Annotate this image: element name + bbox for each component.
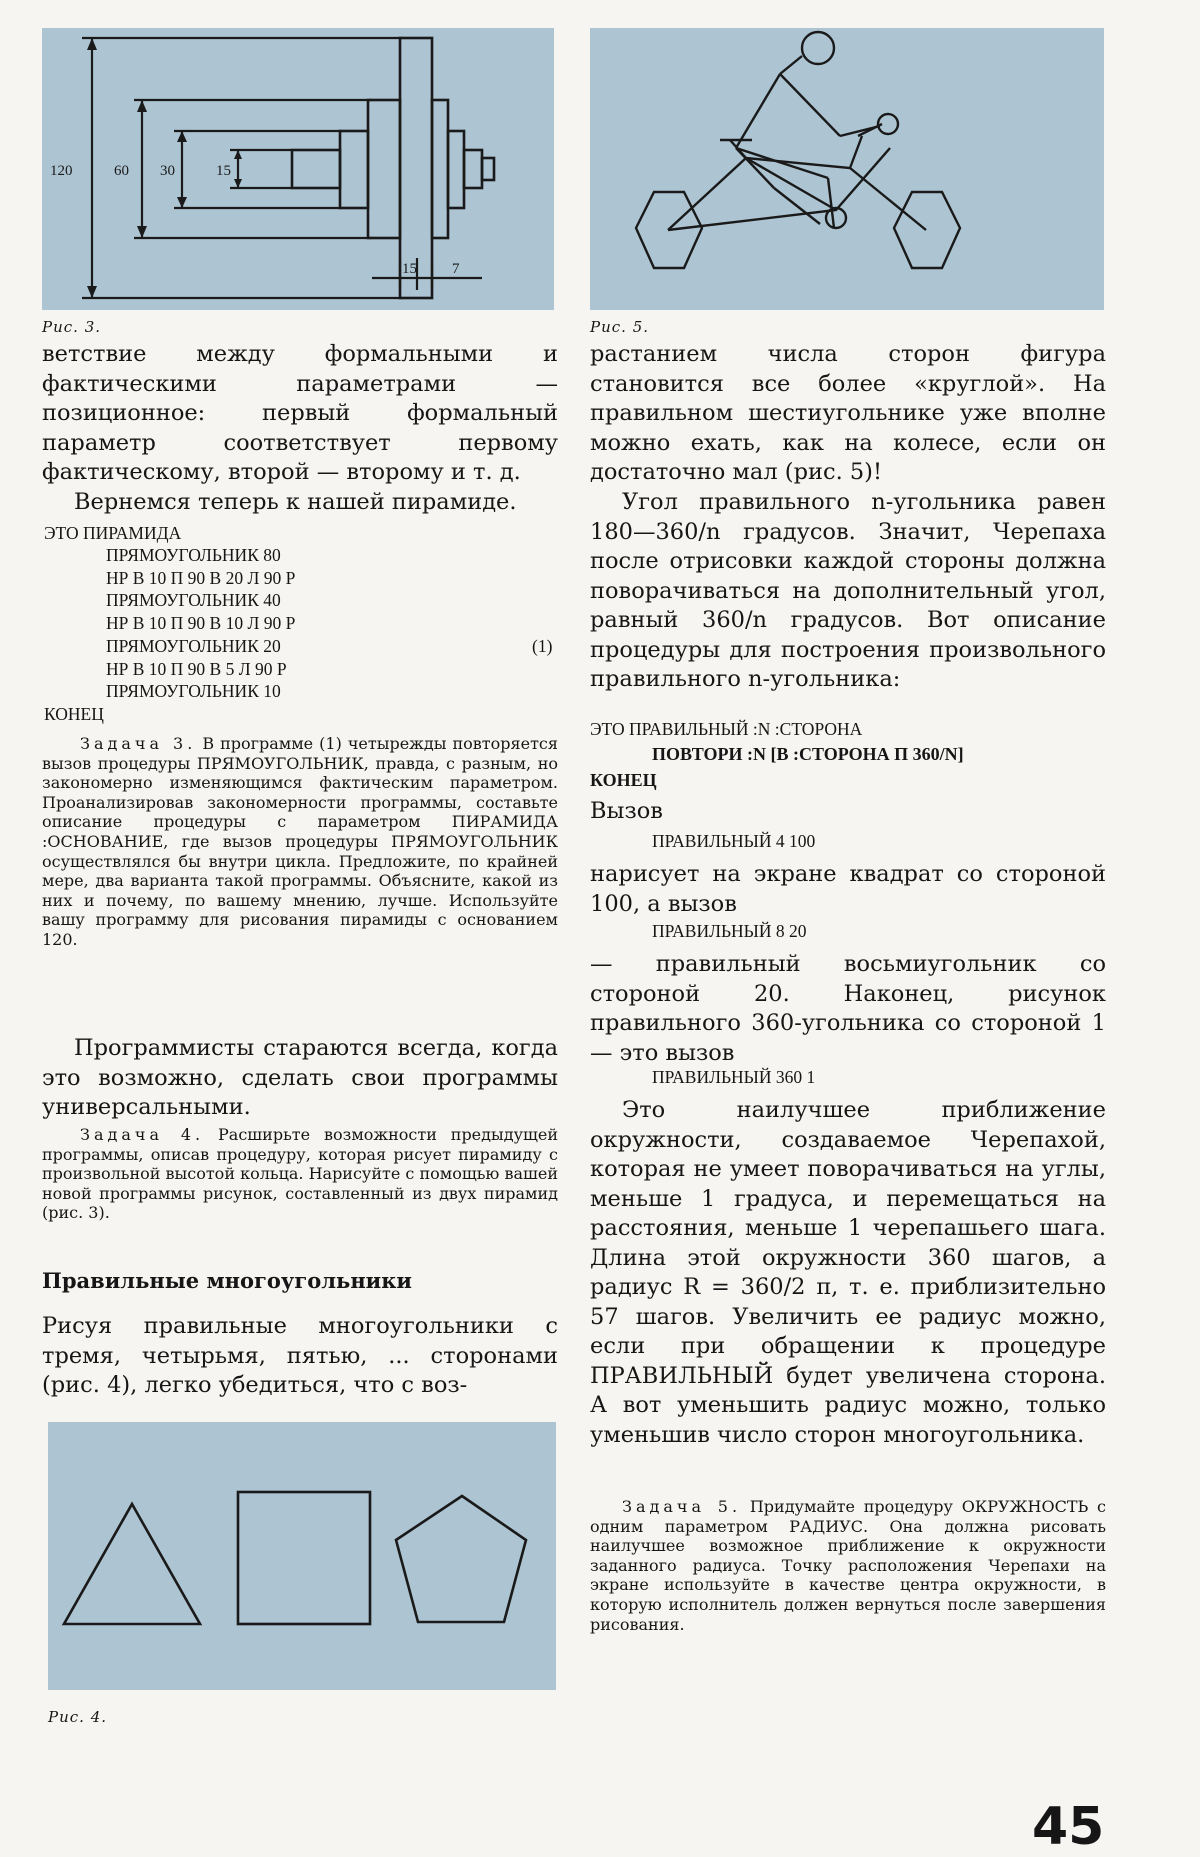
- dim-15b: 15: [402, 261, 417, 277]
- task-5-label: Задача 5.: [622, 1497, 742, 1516]
- figure-5-bicycle: [590, 28, 1104, 310]
- figure-5-caption: Рис. 5.: [590, 318, 650, 336]
- dim-30: 30: [160, 163, 175, 179]
- call-3: ПРАВИЛЬНЫЙ 360 1: [652, 1067, 816, 1087]
- task-5-text: Придумайте процедуру ОКРУЖНОСТЬ с одним параметром РАДИУС. Она должна рисовать наилучшее возможное приближение к окружности заданного радиуса. Точку расположения Черепахи на экране используйте в качестве центра окружности, в которую исполнитель должен вернуться после завершения рисования.: [590, 1497, 1106, 1634]
- rider-head: [802, 32, 834, 64]
- code-line: КОНЕЦ: [590, 770, 657, 790]
- paragraph-right-3: нарисует на экране квадрат со стороной 100, а вызов: [590, 861, 1106, 917]
- figure-3-drawing: [42, 28, 554, 310]
- code-line: ЭТО ПИРАМИДА: [44, 523, 182, 543]
- figure-5: [590, 28, 1104, 310]
- code-line: НР В 10 П 90 В 5 Л 90 Р: [106, 659, 287, 679]
- section-heading: Правильные многоугольники: [42, 1268, 413, 1293]
- paragraph-right-2: Угол правильного n-угольника равен 180—360/n градусов. Значит, Черепаха после отрисовки каждой стороны должна поворачиваться на дополнительный угол, равный 360/n градусов. Вот описание процедуры для построения произвольного правильного n-угольника:: [590, 489, 1106, 692]
- task-4-text: Расширьте возможности предыдущей программы, описав процедуру, которая рисует пирамиду с произвольной высотой кольца. Нарисуйте с помощью вашей новой программы рисунок, составленный из двух пирамид (рис. 3).: [42, 1125, 559, 1223]
- paragraph-right-5: Это наилучшее приближение окружности, создаваемое Черепахой, которая не умеет поворачиваться на углы, меньше 1 градуса, и перемещаться на расстояния, меньше 1 черепашьего шага. Длина этой окружности 360 шагов, а радиус R = 360/2 π, т. е. приблизительно 57 шагов. Увеличить ее радиус можно, если при обращении к процедуре ПРАВИЛЬНЫЙ будет увеличена сторона. А вот уменьшить радиус можно, только уменьшив число сторон многоугольника.: [590, 1097, 1106, 1448]
- figure-3-caption: Рис. 3.: [42, 318, 102, 336]
- task-3-text: В программе (1) четырежды повторяется вызов процедуры ПРЯМОУГОЛЬНИК, правда, с разным, но закономерно изменяющимся фактическим параметром. Проанализировав закономерности программы, составьте описание процедуры с параметром ПИРАМИДА :ОСНОВАНИЕ, где вызов процедуры ПРЯМОУГОЛЬНИК осуществлялся бы внутри цикла. Предложите, по крайней мере, два варианта такой программы. Объясните, какой из них и почему, по вашему мнению, лучше. Используйте вашу программу для рисования пирамиды с основанием 120.: [42, 734, 558, 949]
- figure-4-caption: Рис. 4.: [48, 1708, 108, 1726]
- code-line: ПРЯМОУГОЛЬНИК 10: [106, 681, 281, 701]
- code-line: ПРЯМОУГОЛЬНИК 20: [106, 636, 281, 656]
- figure-4: [48, 1422, 556, 1690]
- code-line: КОНЕЦ: [44, 704, 104, 724]
- code-line: НР В 10 П 90 В 20 Л 90 Р: [106, 568, 296, 588]
- paragraph-right-4: — правильный восьмиугольник со стороной 20. Наконец, рисунок правильного 360-угольника со стороной 1 — это вызов: [590, 951, 1106, 1066]
- square-shape: [238, 1492, 370, 1624]
- call-2: ПРАВИЛЬНЫЙ 8 20: [652, 921, 807, 941]
- task-3-label: Задача 3.: [80, 734, 197, 753]
- page-number: 45: [1032, 1797, 1105, 1857]
- paragraph-right-1: растанием числа сторон фигура становится все более «круглой». На правильном шестиугольнике уже вполне можно ехать, как на колесе, если он достаточно мал (рис. 5)!: [590, 341, 1106, 485]
- paragraph-left-1: ветствие между формальными и фактическими параметрами — позиционное: первый формальный параметр соответствует первому фактическому, второй — второму и т. д.: [42, 341, 558, 485]
- code-line: ПОВТОРИ :N [В :СТОРОНА П 360/N]: [652, 744, 964, 764]
- code-line: ПРЯМОУГОЛЬНИК 80: [106, 545, 281, 565]
- pentagon-shape: [396, 1496, 526, 1622]
- dim-60: 60: [114, 163, 129, 179]
- front-wheel-hexagon: [894, 192, 960, 268]
- task-4: [42, 1125, 558, 1223]
- dim-120: 120: [50, 163, 73, 179]
- triangle-shape: [64, 1504, 200, 1624]
- dim-7: 7: [452, 261, 460, 277]
- paragraph-left-2: Вернемся теперь к нашей пирамиде.: [74, 489, 517, 515]
- code-line: ЭТО ПРАВИЛЬНЫЙ :N :СТОРОНА: [590, 719, 863, 739]
- dim-15: 15: [216, 163, 231, 179]
- task-5: [590, 1497, 1106, 1634]
- figure-4-polygons: [48, 1422, 556, 1690]
- task-4-label: Задача 4.: [80, 1125, 205, 1144]
- call-1: ПРАВИЛЬНЫЙ 4 100: [652, 831, 816, 851]
- code-equation-number: (1): [532, 636, 553, 656]
- code-line: ПРЯМОУГОЛЬНИК 40: [106, 590, 281, 610]
- call-label: Вызов: [590, 798, 663, 824]
- paragraph-left-4: Рисуя правильные многоугольники с тремя, четырьмя, пятью, ... сторонами (рис. 4), легко убедиться, что с воз-: [42, 1313, 558, 1398]
- paragraph-left-3: Программисты стараются всегда, когда это возможно, сделать свои программы универсальными.: [42, 1035, 558, 1120]
- code-line: НР В 10 П 90 В 10 Л 90 Р: [106, 613, 296, 633]
- figure-3: [42, 28, 554, 310]
- rider-neck: [780, 56, 802, 74]
- task-3: [42, 734, 558, 950]
